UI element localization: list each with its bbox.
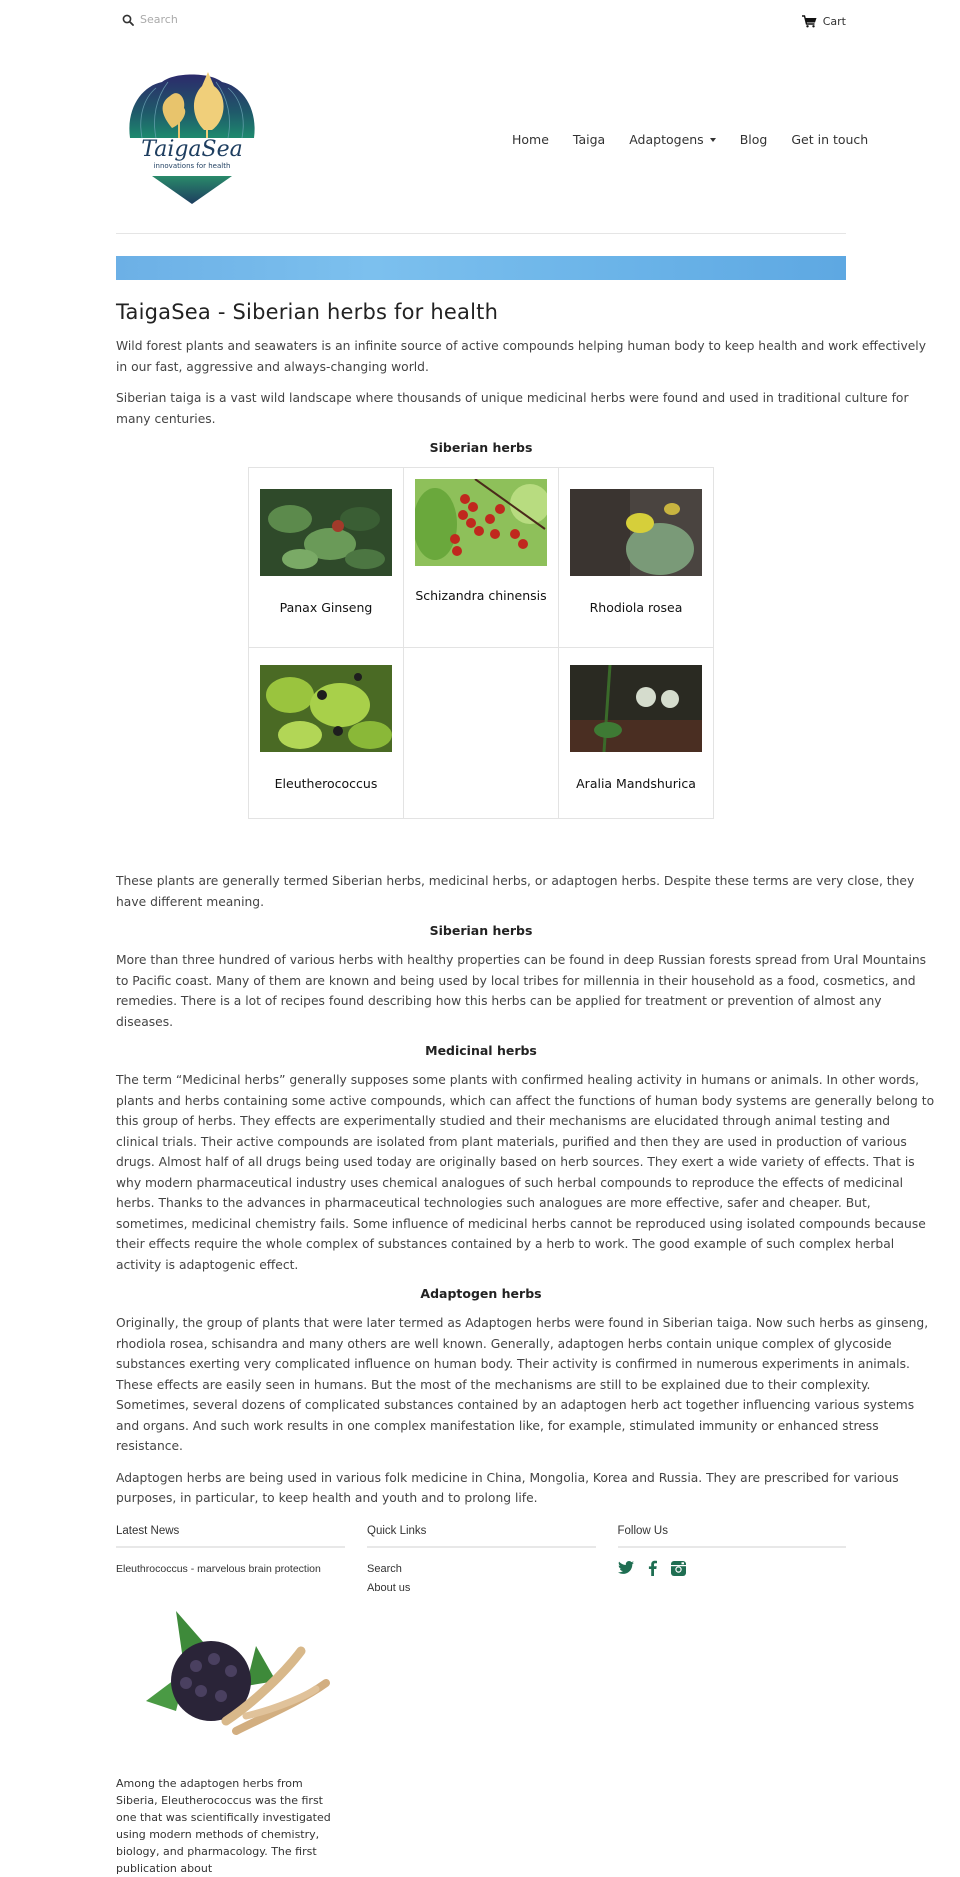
- section-heading-medicinal-herbs: Medicinal herbs: [425, 1043, 537, 1058]
- nav-get-in-touch[interactable]: Get in touch: [791, 132, 869, 147]
- herb-name: Rhodiola rosea: [589, 600, 683, 615]
- social-links: [618, 1560, 847, 1576]
- section-heading-siberian-herbs: Siberian herbs: [429, 923, 533, 938]
- herb-cell-aralia[interactable]: [559, 648, 714, 819]
- cart-label: Cart: [822, 15, 846, 28]
- rhodiola-photo: [570, 489, 702, 576]
- follow-us-heading: Follow Us: [618, 1525, 847, 1548]
- herb-cell-panax-ginseng[interactable]: [249, 468, 404, 648]
- footer: [116, 1525, 846, 1877]
- taigasea-logo[interactable]: [122, 68, 262, 210]
- top-bar: [116, 0, 846, 44]
- search-box[interactable]: [122, 13, 300, 26]
- twitter-icon[interactable]: [618, 1561, 634, 1575]
- footer-quick-links: [367, 1525, 596, 1877]
- nav-home[interactable]: Home: [512, 132, 549, 147]
- herbs-table: [248, 467, 714, 819]
- main-content: [116, 300, 936, 1520]
- nav-adaptogens[interactable]: Adaptogens: [629, 132, 715, 147]
- aralia-photo: [570, 665, 702, 752]
- section-heading-adaptogen-herbs: Adaptogen herbs: [420, 1286, 542, 1301]
- nav-taiga[interactable]: Taiga: [572, 132, 606, 147]
- quick-links-heading: Quick Links: [367, 1525, 596, 1548]
- header-divider: [116, 233, 846, 234]
- herb-name: Schizandra chinensis: [415, 588, 547, 603]
- adaptogen-herbs-paragraph-2: Adaptogen herbs are being used in various folk medicine in China, Mongolia, Korea and Russia. They are prescribed for various purposes, in particular, to keep health and youth and to prolong life.: [116, 1470, 899, 1505]
- medicinal-herbs-paragraph: The term “Medicinal herbs” generally supposes some plants with confirmed healing activity in humans or animals. In other words, plants and herbs containing some active compounds, which can affect the functions of human body systems are generally belong to this group of herbs. They effects are experimentally studied and their mechanisms are elucidated through animal testing and clinical trials. Their active compounds are isolated from plant materials, purified and then they are used in production of various drugs. Almost half of all drugs being used today are originally based on herb sources. They exert a wide variety of effects. That is why modern pharmaceutical industry uses chemical analogues of such herbal compounds to reproduce the effects of medicinal herbs. Thanks to the advances in pharmaceutical technologies such analogues are more effective, safer and cheaper. But, sometimes, medicinal chemistry fails. Some influence of medicinal herbs cannot be reproduced using isolated compounds because their effects require the whole complex of substances contained by a herb to work. The good example of such complex herbal activity is adaptogenic effect.: [116, 1073, 935, 1272]
- search-icon[interactable]: [122, 14, 134, 26]
- facebook-icon[interactable]: [648, 1560, 657, 1576]
- terms-paragraph: These plants are generally termed Siberian herbs, medicinal herbs, or adaptogen herbs. Despite these terms are very close, they have different meaning.: [116, 874, 915, 909]
- cart-link[interactable]: [802, 15, 846, 28]
- herb-cell-rhodiola[interactable]: [559, 468, 714, 648]
- search-input[interactable]: [140, 13, 300, 26]
- footer-latest-news: [116, 1525, 345, 1877]
- herb-cell-eleutherococcus[interactable]: [249, 648, 404, 819]
- cart-icon: [802, 15, 817, 28]
- herb-cell-schizandra[interactable]: [404, 468, 559, 648]
- herbs-table-heading: Siberian herbs: [429, 440, 533, 455]
- footer-link-search[interactable]: Search: [367, 1563, 402, 1575]
- instagram-icon[interactable]: [671, 1561, 686, 1576]
- siberian-herbs-paragraph: More than three hundred of various herbs with healthy properties can be found in deep Russian forests spread from Ural Mountains to Pacific coast. Many of them are known and being used by local tribes for millennia in their household as a food, cosmetics, and remedies. There is a lot of recipes found describing how this herbs can be applied for treatment or prevention of almost any diseases.: [116, 953, 927, 1029]
- herb-name: Eleutherococcus: [274, 776, 378, 791]
- nav-blog[interactable]: Blog: [739, 132, 768, 147]
- eleutherococcus-photo: [260, 665, 392, 752]
- page-title: TaigaSea - Siberian herbs for health: [116, 300, 499, 324]
- footer-follow-us: [618, 1525, 847, 1877]
- news-article-link[interactable]: Eleuthrococcus - marvelous brain protection: [116, 1563, 321, 1575]
- logo-graphic: [122, 68, 262, 210]
- chevron-down-icon: [710, 138, 716, 142]
- herb-cell-empty: [404, 648, 559, 819]
- news-article-image[interactable]: [116, 1591, 345, 1761]
- schizandra-photo: [415, 479, 547, 566]
- svg-text:TaigaSea: TaigaSea: [141, 137, 243, 162]
- herb-name: Aralia Mandshurica: [576, 776, 696, 791]
- footer-link-about-us[interactable]: About us: [367, 1582, 411, 1594]
- intro-paragraph-2: Siberian taiga is a vast wild landscape where thousands of unique medicinal herbs were found and used in traditional culture for many centuries.: [116, 391, 909, 426]
- intro-paragraph-1: Wild forest plants and seawaters is an infinite source of active compounds helping human body to keep health and work effectively in our fast, aggressive and always-changing world.: [116, 339, 926, 374]
- main-nav: [512, 132, 868, 147]
- svg-text:innovations for health: innovations for health: [153, 162, 231, 170]
- news-article-excerpt: Among the adaptogen herbs from Siberia, Eleutherococcus was the first one that was scientifically investigated using modern methods of chemistry, biology, and pharmacology. The first publication about: [116, 1777, 331, 1875]
- ginseng-photo: [260, 489, 392, 576]
- herb-name: Panax Ginseng: [279, 600, 373, 615]
- adaptogen-herbs-paragraph-1: Originally, the group of plants that were later termed as Adaptogen herbs were found in Siberian taiga. Now such herbs as ginseng, rhodiola rosea, schisandra and many others are well known. Generally, adaptogen herbs contain unique complex of glycoside substances exerting very complicated influence on human body. Their activity is confirmed in numerous experiments in animals. These effects are easily seen in humans. But the most of the mechanisms are still to be explained due to their complexity. Sometimes, several dozens of complicated substances contained by an adaptogen herb act together influencing various systems and organs. And such work results in one complex manifestation like, for example, stimulated immunity or enhanced stress resistance.: [116, 1316, 929, 1453]
- sky-banner-image: [116, 256, 846, 280]
- latest-news-heading: Latest News: [116, 1525, 345, 1548]
